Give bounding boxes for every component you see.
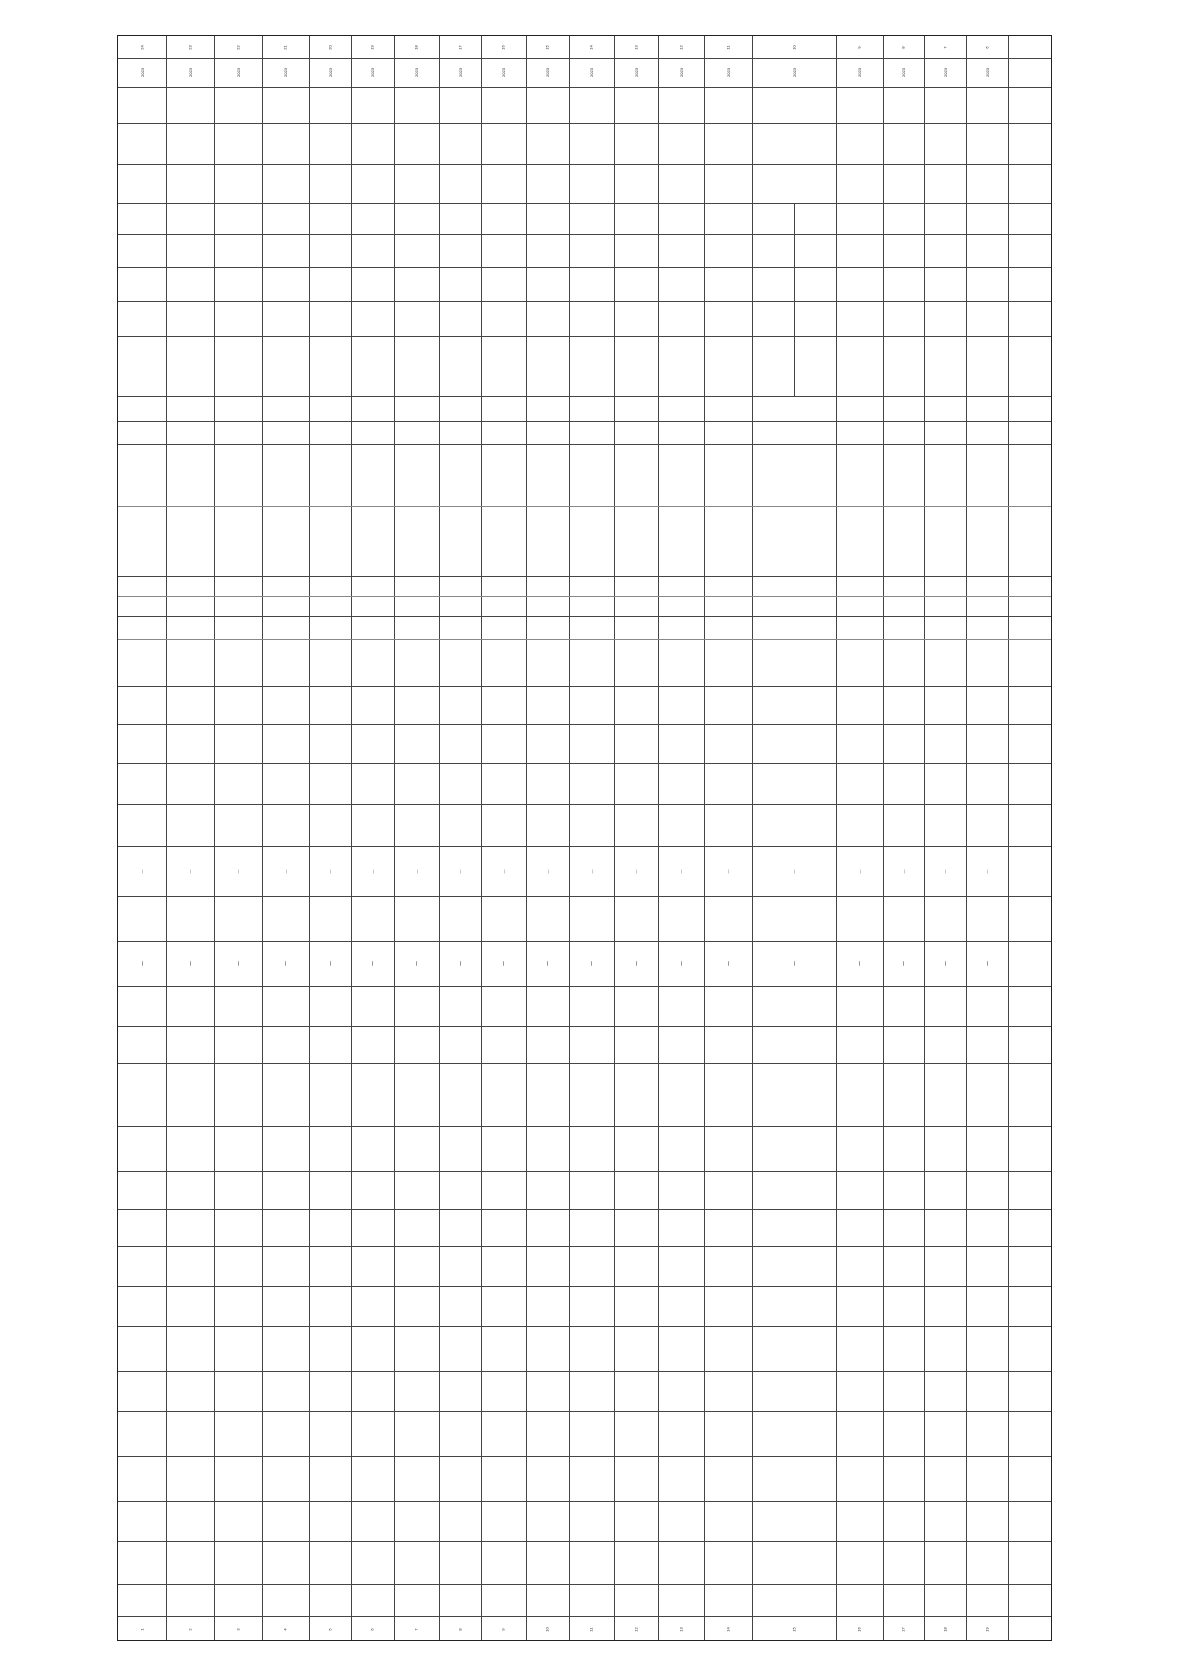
table-cell [614,941,658,986]
column-divider [658,36,659,1640]
row-divider [118,576,1051,577]
cell-text: 12 [678,44,684,50]
cell-text: — [501,869,506,873]
row-divider [118,164,1051,165]
cell-text: — [545,961,550,966]
table-cell [526,941,569,986]
row-divider [118,1326,1051,1327]
cell-text: — [187,961,193,966]
table-cell [166,1616,214,1642]
cell-text: 11 [589,1626,594,1632]
cell-text: — [457,869,463,873]
row-divider [118,1501,1051,1502]
cell-text: 2023 [139,68,145,77]
table-cell [394,58,439,87]
cell-text: — [942,869,948,873]
cell-text: — [901,869,906,873]
cell-text: 2023 [457,68,463,77]
cell-text: 19 [369,44,375,50]
table-cell [439,941,481,986]
cell-text: 20 [327,44,333,50]
row-divider [118,396,1051,397]
row-divider [118,1456,1051,1457]
table-cell [966,58,1008,87]
table-cell [351,58,394,87]
cell-text: — [327,961,333,966]
table-cell [439,58,481,87]
row-divider [118,267,1051,268]
cell-text: 2023 [187,68,193,77]
column-divider [439,36,440,1640]
table-cell [262,36,309,58]
table-cell [569,846,614,896]
cell-text: — [327,869,333,873]
column-divider [883,36,884,1640]
cell-text: 24 [139,44,145,50]
cell-text: 2 [187,1627,193,1631]
row-divider [118,1541,1051,1542]
column-divider [166,36,167,1640]
cell-text: 14 [725,1626,731,1632]
table-cell [752,58,836,87]
column-divider [214,36,215,1640]
table-cell [569,36,614,58]
cell-text: 2023 [942,68,948,77]
table-cell [836,36,883,58]
cell-text: — [187,869,193,873]
table-cell [309,36,351,58]
table-cell [526,58,569,87]
column-divider [351,36,352,1640]
table-cell [614,846,658,896]
cell-text: — [725,961,731,966]
cell-text: — [457,961,463,966]
table-cell [214,1616,262,1642]
cell-text: — [414,961,419,966]
cell-text: 4 [282,1627,288,1631]
row-divider [118,1286,1051,1287]
table-cell [214,36,262,58]
cell-text: 2023 [283,68,288,77]
cell-text: 21 [282,44,288,50]
table-cell [704,1616,752,1642]
table-cell [704,941,752,986]
table-cell [924,1616,966,1642]
table-cell [481,846,526,896]
table-cell [214,941,262,986]
cell-text: — [139,869,145,873]
table-cell [394,1616,439,1642]
table-cell [439,36,481,58]
table-cell [309,846,351,896]
row-divider [118,1411,1051,1412]
row-divider [118,87,1051,88]
cell-text: — [370,869,375,873]
cell-text: — [235,869,241,873]
table-cell [569,58,614,87]
table-cell [214,58,262,87]
cell-text: 2023 [545,68,550,77]
cell-text: — [545,869,550,873]
table-cell [481,36,526,58]
cell-text: — [791,961,797,966]
table-cell [394,36,439,58]
table-cell [614,1616,658,1642]
table-cell [351,36,394,58]
cell-text: 3 [235,1627,241,1631]
table-cell [166,941,214,986]
table-cell [351,846,394,896]
cell-text: 18 [942,1626,948,1632]
row-divider [118,123,1051,124]
table-cell [262,846,309,896]
table-cell [439,846,481,896]
row-divider [118,1371,1051,1372]
table-cell [118,1616,166,1642]
cell-text: 12 [633,1626,639,1632]
table-cell [439,1616,481,1642]
table-cell [309,58,351,87]
table-cell [118,846,166,896]
cell-text: — [283,869,288,873]
row-divider [118,234,1051,235]
cell-text: 2023 [501,68,506,77]
table-cell [966,36,1008,58]
row-divider [118,203,1051,204]
cell-text: 10 [544,1626,550,1632]
table-cell [614,36,658,58]
table-cell [752,941,836,986]
column-divider [924,36,925,1640]
cell-text: 5 [327,1627,333,1631]
cell-text: 11 [725,44,731,50]
cell-text: — [984,869,990,873]
cell-text: 2023 [984,68,990,77]
table-cell [394,941,439,986]
row-divider [118,421,1051,422]
table-cell [658,1616,704,1642]
table-cell [481,941,526,986]
row-divider [118,763,1051,764]
table-cell [752,36,836,58]
cell-text: 2023 [678,68,684,77]
table-cell [924,36,966,58]
table-cell [883,846,924,896]
cell-text: — [633,869,639,873]
cell-text: 18 [413,44,419,50]
table-cell [526,846,569,896]
column-divider [309,36,310,1640]
cell-text: — [589,869,594,873]
column-divider [394,36,395,1640]
cell-text: 9 [500,1627,506,1631]
row-divider [118,1246,1051,1247]
cell-text: 2023 [589,68,594,77]
row-divider [118,596,1051,597]
cell-text: 9 [856,45,862,49]
table-cell [836,58,883,87]
table-cell [614,58,658,87]
table-cell [569,1616,614,1642]
cell-text: 16 [856,1626,862,1632]
cell-text: 6 [984,45,990,49]
table-cell [966,1616,1008,1642]
table-cell [836,846,883,896]
table-cell [526,1616,569,1642]
row-divider [118,1209,1051,1210]
cell-text: 7 [942,45,948,49]
table-cell [966,941,1008,986]
cell-text: 2023 [370,68,375,77]
table-cell [118,941,166,986]
column-divider [526,36,527,1640]
table-cell [883,1616,924,1642]
row-divider [118,444,1051,445]
cell-text: 23 [187,44,193,50]
table-cell [658,846,704,896]
table-cell [262,1616,309,1642]
table-cell [481,58,526,87]
cell-text: 13 [633,44,639,50]
cell-text: 15 [791,1626,797,1632]
table-cell [752,846,836,896]
table-cell [262,941,309,986]
cell-text: — [501,961,506,966]
cell-text: 2023 [725,68,731,77]
table-cell [658,941,704,986]
row-divider [118,724,1051,725]
column-divider [614,36,615,1640]
table-cell [166,846,214,896]
table-cell [704,36,752,58]
column-divider [262,36,263,1640]
row-divider [118,896,1051,897]
row-divider [118,301,1051,302]
cell-text: — [942,961,948,966]
cell-text: 2023 [791,68,797,77]
cell-text: — [139,961,145,966]
cell-text: 2023 [633,68,639,77]
table-cell [658,36,704,58]
row-divider [118,616,1051,617]
cell-text: — [857,869,862,873]
column-divider [1008,36,1009,1640]
cell-text: 17 [457,44,463,50]
cell-text: 2023 [414,68,419,77]
table-cell [658,58,704,87]
column-divider [481,36,482,1640]
cell-text: — [678,961,684,966]
table-cell [924,58,966,87]
cell-text: — [725,869,731,873]
cell-text: 13 [678,1626,684,1632]
table-cell [883,36,924,58]
cell-text: 2023 [901,68,906,77]
table-cell [166,36,214,58]
cell-text: — [235,961,241,966]
row-divider [118,686,1051,687]
cell-text: 15 [544,44,550,50]
table-cell [118,58,166,87]
cell-text: 22 [235,44,241,50]
row-divider [118,506,1051,507]
cell-text: 16 [500,44,506,50]
scanned-table [117,35,1052,1641]
row-divider [118,1171,1051,1172]
column-divider [569,36,570,1640]
column-divider [836,36,837,1640]
cell-text: — [414,869,419,873]
table-cell [118,36,166,58]
cell-text: 17 [900,1626,906,1632]
row-divider [118,1063,1051,1064]
table-cell [924,846,966,896]
cell-text: — [678,869,684,873]
cell-text: 2023 [235,68,241,77]
cell-text: 1 [139,1627,145,1631]
cell-text: — [589,961,594,966]
table-cell [883,941,924,986]
table-cell [351,941,394,986]
table-cell [394,846,439,896]
table-cell [309,1616,351,1642]
cell-text: — [283,961,288,966]
cell-text: 2023 [327,68,333,77]
table-cell [836,1616,883,1642]
cell-text: — [633,961,639,966]
table-cell [966,846,1008,896]
table-cell [166,58,214,87]
table-cell [704,846,752,896]
row-divider [118,1126,1051,1127]
table-cell [924,941,966,986]
cell-text: — [857,961,862,966]
cell-text: 8 [457,1627,463,1631]
table-cell [351,1616,394,1642]
column-divider [704,36,705,1640]
cell-text: — [901,961,906,966]
row-divider [118,336,1051,337]
row-divider [118,986,1051,987]
table-cell [836,941,883,986]
column-divider [752,36,753,1640]
cell-text: 2023 [857,68,862,77]
cell-text: 6 [369,1627,375,1631]
table-cell [526,36,569,58]
cell-text: — [370,961,375,966]
row-divider [118,804,1051,805]
cell-text: 8 [900,45,906,49]
row-divider [118,639,1051,640]
table-cell [214,846,262,896]
table-cell [569,941,614,986]
table-cell [309,941,351,986]
table-cell [704,58,752,87]
cell-text: 7 [413,1627,419,1631]
row-divider [118,1026,1051,1027]
table-cell [481,1616,526,1642]
cell-text: 19 [984,1626,990,1632]
sub-column-divider [794,203,795,396]
table-cell [262,58,309,87]
cell-text: — [984,961,990,966]
cell-text: — [791,869,797,873]
table-cell [752,1616,836,1642]
column-divider [966,36,967,1640]
cell-text: 14 [588,44,594,50]
row-divider [118,1584,1051,1585]
table-cell [883,58,924,87]
cell-text: 10 [791,44,797,50]
